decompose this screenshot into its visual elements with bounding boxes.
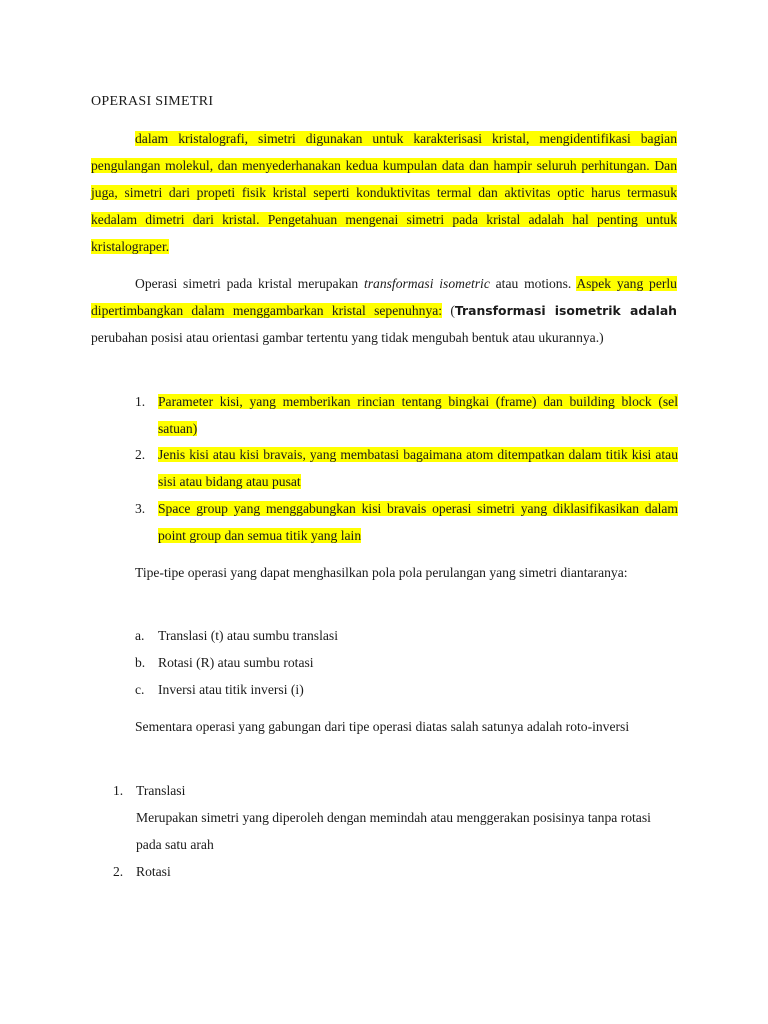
list-text: Rotasi [136, 864, 171, 879]
list-number: 1. [135, 394, 146, 409]
text-segment: ( [442, 303, 455, 318]
list-text [158, 388, 678, 442]
list-text: Translasi [136, 783, 186, 798]
list-number: 3. [135, 501, 146, 516]
list-number: 2. [113, 864, 124, 879]
list-text [158, 495, 678, 549]
paragraph-operasi [91, 270, 677, 351]
list-letter: c. [135, 682, 145, 697]
list-text: Translasi (t) atau sumbu translasi [158, 628, 338, 643]
highlighted-text: Aspek yang perlu dipertimbangkan dalam menggambarkan kristal sepenuhnya: [91, 276, 677, 318]
list-text: Rotasi (R) atau sumbu rotasi [158, 655, 314, 670]
list-number: 2. [135, 447, 146, 462]
list-item-description: Merupakan simetri yang diperoleh dengan memindah atau menggerakan posisinya tanpa rotasi pada satu arah [136, 810, 651, 852]
page-title: OPERASI SIMETRI [91, 94, 214, 109]
highlighted-text: Jenis kisi atau kisi bravais, yang membatasi bagaimana atom ditempatkan dalam titik kisi atau sisi atau bidang atau pusat [158, 447, 678, 489]
list-number: 1. [113, 783, 124, 798]
highlighted-text: Parameter kisi, yang memberikan rincian tentang bingkai (frame) dan building block (sel satuan) [158, 394, 678, 436]
text-segment: atau motions. [489, 276, 577, 291]
text-segment: perubahan posisi atau orientasi gambar tertentu yang tidak mengubah bentuk atau ukurannya.) [91, 330, 604, 345]
highlighted-text: Space group yang menggabungkan kisi bravais operasi simetri yang diklasifikasikan dalam point group dan semua titik yang lain [158, 501, 678, 543]
paragraph-tipe: Tipe-tipe operasi yang dapat menghasilkan pola pola perulangan yang simetri diantaranya: [135, 565, 628, 580]
list-letter: a. [135, 628, 145, 643]
italic-term: transformasi isometric [363, 276, 490, 291]
highlighted-text: dalam kristalografi, simetri digunakan untuk karakterisasi kristal, mengidentifikasi bagian pengulangan molekul, dan menyederhanakan kedua kumpulan data dan hampir seluruh perhitungan. Dan juga, simetri dari propeti fisik kristal seperti konduktivitas termal dan aktivitas optic harus termasuk kedalam dimetri dari kristal. Pengetahuan mengenai simetri pada kristal adalah hal penting untuk kristalograper. [91, 131, 677, 254]
paragraph-intro [91, 125, 677, 260]
list-text: Inversi atau titik inversi (i) [158, 682, 304, 697]
list-text [158, 441, 678, 495]
paragraph-sementara: Sementara operasi yang gabungan dari tipe operasi diatas salah satunya adalah roto-inversi [135, 719, 630, 734]
list-letter: b. [135, 655, 146, 670]
text-segment: Operasi simetri pada kristal merupakan [135, 276, 364, 291]
bold-term: Transformasi isometrik adalah [454, 303, 677, 318]
